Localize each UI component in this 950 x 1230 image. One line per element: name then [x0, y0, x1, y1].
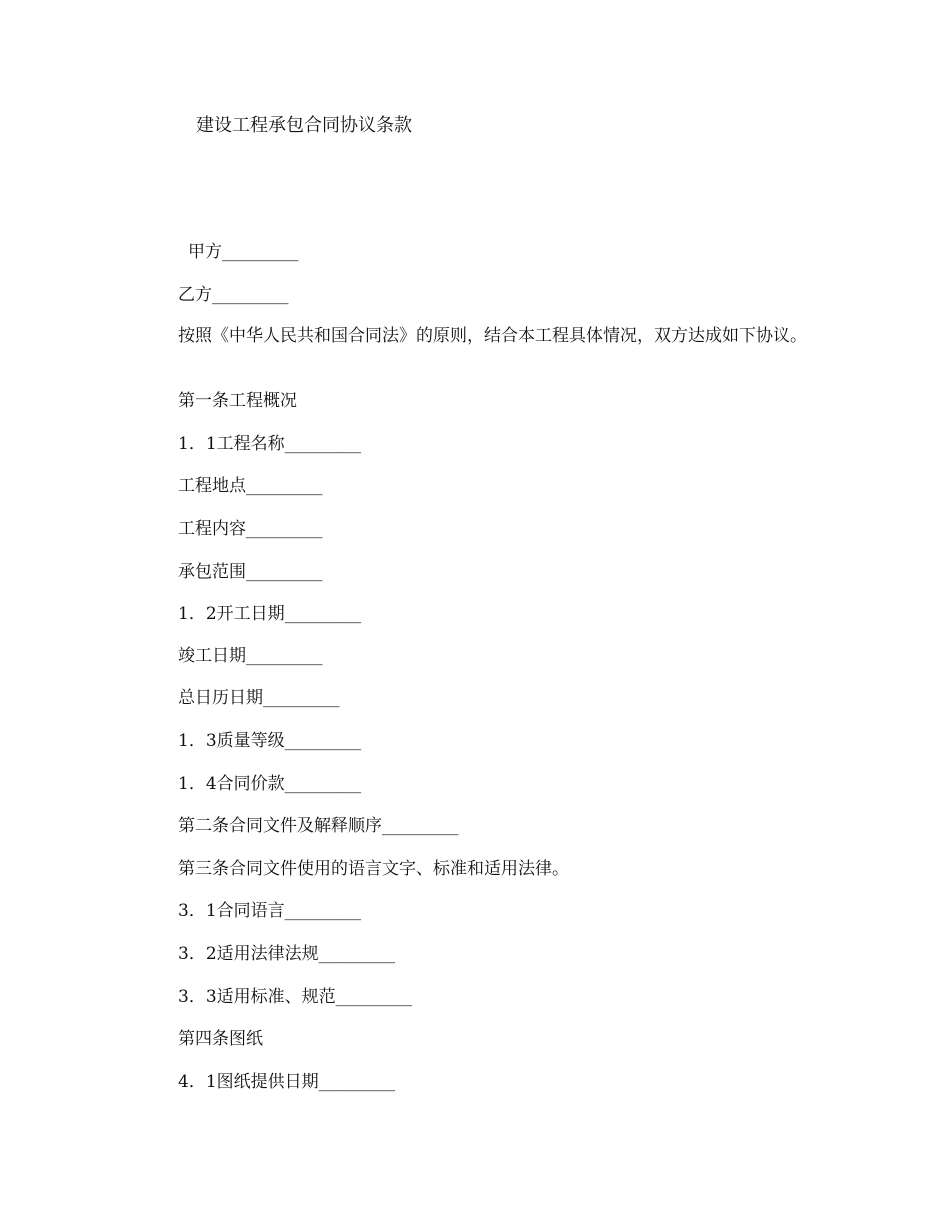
party-a-line: 甲方_________	[188, 242, 299, 262]
party-b-line: 乙方_________	[178, 285, 289, 305]
project-name-line: 1．1工程名称_________	[178, 434, 362, 454]
article-2-line: 第二条合同文件及解释顺序_________	[178, 816, 459, 836]
completion-date-line: 竣工日期_________	[178, 646, 323, 666]
project-location-line: 工程地点_________	[178, 476, 323, 496]
applicable-law-line: 3．2适用法律法规_________	[178, 944, 396, 964]
contract-price-line: 1．4合同价款_________	[178, 774, 362, 794]
total-calendar-days-line: 总日历日期_________	[178, 688, 340, 708]
contract-scope-line: 承包范围_________	[178, 562, 323, 582]
contract-language-line: 3．1合同语言_________	[178, 901, 362, 921]
drawing-date-line: 4．1图纸提供日期_________	[178, 1072, 396, 1092]
article-1-heading: 第一条工程概况	[178, 391, 297, 411]
intro-paragraph: 按照《中华人民共和国合同法》的原则，结合本工程具体情况，双方达成如下协议。	[178, 326, 807, 346]
article-3-line: 第三条合同文件使用的语言文字、标准和适用法律。	[178, 859, 569, 879]
document-title: 建设工程承包合同协议条款	[196, 115, 412, 136]
project-content-line: 工程内容_________	[178, 519, 323, 539]
start-date-line: 1．2开工日期_________	[178, 604, 362, 624]
quality-grade-line: 1．3质量等级_________	[178, 731, 362, 751]
article-4-heading: 第四条图纸	[178, 1029, 263, 1049]
applicable-standards-line: 3．3适用标准、规范_________	[178, 987, 413, 1007]
